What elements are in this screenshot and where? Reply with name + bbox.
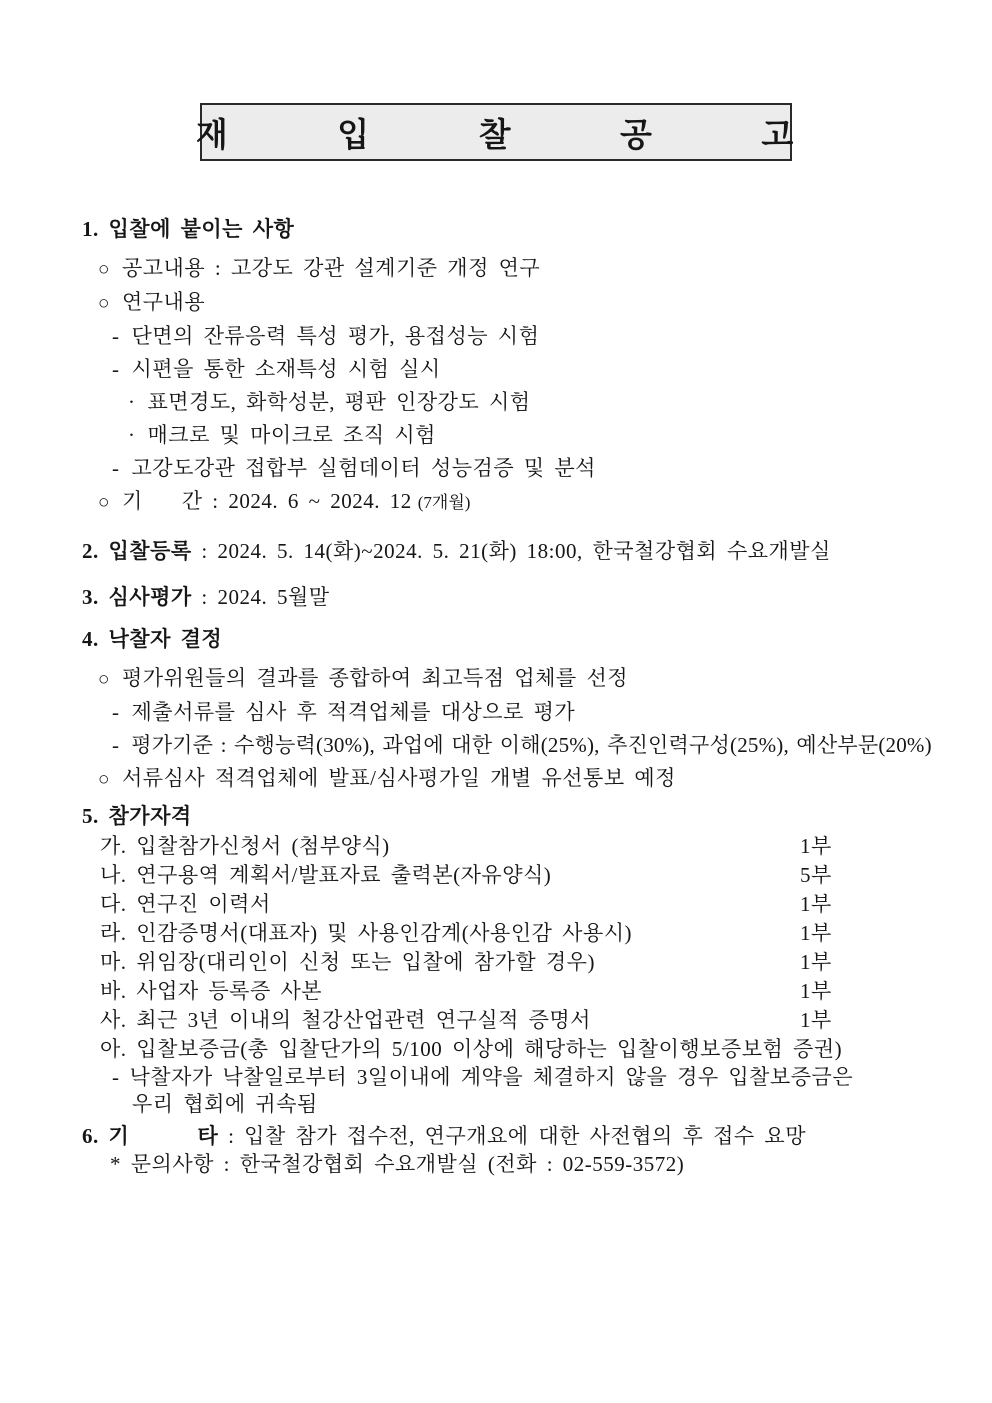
item-text: 고강도강관 접합부 실험데이터 성능검증 및 분석 <box>131 456 596 480</box>
circle-bullet-icon: ○ <box>98 492 110 513</box>
section-2-value: : 2024. 5. 14(화)~2024. 5. 21(화) 18:00, 한국철강협회 수요개발실 <box>191 539 831 563</box>
attachment-label: 바. 사업자 등록증 사본 <box>100 979 323 1003</box>
section-6-line <box>82 1122 952 1150</box>
section-5-heading: 5. 참가자격 <box>82 804 192 828</box>
section-6-value: : 입찰 참가 접수전, 연구개요에 대한 사전협의 후 접수 요망 <box>218 1124 806 1148</box>
item-text: 낙찰자가 낙찰일로부터 3일이내에 계약을 체결하지 않을 경우 입찰보증금은 <box>129 1065 854 1089</box>
item-text: 기 간 : 2024. 6 ~ 2024. 12 <box>121 489 412 513</box>
list-item <box>82 286 952 320</box>
section-1-heading: 1. 입찰에 붙이는 사항 <box>82 217 295 241</box>
copies-count: 5부 <box>800 863 832 887</box>
attachment-label: 마. 위임장(대리인이 신청 또는 입찰에 참가할 경우) <box>100 950 595 974</box>
section-4-heading: 4. 낙찰자 결정 <box>82 627 223 651</box>
attachment-row <box>82 977 952 1006</box>
section-3 <box>82 581 952 614</box>
document-title: 재 입 찰 공 고 <box>195 117 797 154</box>
attachment-row <box>82 890 952 919</box>
list-item <box>82 252 952 286</box>
list-item <box>82 662 952 696</box>
list-item <box>82 485 952 519</box>
item-text: 평가위원들의 결과를 종합하여 최고득점 업체를 선정 <box>121 666 629 690</box>
dash-bullet-icon: - <box>112 456 120 480</box>
copies-count: 1부 <box>800 950 832 974</box>
list-item <box>82 452 952 485</box>
list-item <box>82 762 952 796</box>
attachment-label: 다. 연구진 이력서 <box>100 892 271 916</box>
item-text: 우리 협회에 귀속됨 <box>132 1092 318 1116</box>
attachment-label: 사. 최근 3년 이내의 철강산업관련 연구실적 증명서 <box>100 1008 591 1032</box>
list-item <box>82 696 952 729</box>
list-item <box>82 353 952 386</box>
attachment-label: 가. 입찰참가신청서 (첨부양식) <box>100 834 390 858</box>
list-item <box>82 419 952 452</box>
attachment-label: 아. 입찰보증금(총 입찰단가의 5/100 이상에 해당하는 입찰이행보증보험 증권) <box>100 1037 843 1061</box>
dash-bullet-icon: - <box>112 357 120 381</box>
section-2 <box>82 535 952 568</box>
copies-count: 1부 <box>800 892 832 916</box>
dash-bullet-icon: - <box>112 700 120 724</box>
item-text: 매크로 및 마이크로 조직 시험 <box>147 423 436 447</box>
title-box <box>195 103 797 161</box>
list-item-continuation <box>82 1091 952 1118</box>
list-item <box>82 729 952 762</box>
attachment-row <box>82 861 952 890</box>
section-6 <box>82 1122 952 1178</box>
list-item <box>82 386 952 419</box>
item-text: 단면의 잔류응력 특성 평가, 용접성능 시험 <box>131 324 540 348</box>
item-text: 공고내용 : 고강도 강관 설계기준 개정 연구 <box>121 256 541 280</box>
section-4 <box>82 623 952 796</box>
item-text: 서류심사 적격업체에 발표/심사평가일 개별 유선통보 예정 <box>121 766 676 790</box>
section-1 <box>82 213 952 519</box>
circle-bullet-icon: ○ <box>98 259 110 280</box>
section-3-label: 3. 심사평가 <box>82 585 192 609</box>
circle-bullet-icon: ○ <box>98 769 110 790</box>
attachment-row <box>82 948 952 977</box>
copies-count: 1부 <box>800 834 832 858</box>
attachment-row <box>82 1006 952 1035</box>
list-item <box>82 1064 952 1091</box>
duration-note: (7개월) <box>417 493 471 512</box>
copies-count: 1부 <box>800 1008 832 1032</box>
item-text: 제출서류를 심사 후 적격업체를 대상으로 평가 <box>131 700 576 724</box>
copies-count: 1부 <box>800 921 832 945</box>
attachment-label: 나. 연구용역 계획서/발표자료 출력본(자유양식) <box>100 863 552 887</box>
section-3-value: : 2024. 5월말 <box>191 585 330 609</box>
section-5 <box>82 801 952 1118</box>
copies-count: 1부 <box>800 979 832 1003</box>
dash-bullet-icon: - <box>112 733 120 757</box>
dot-bullet-icon: · <box>128 390 136 414</box>
item-text: 연구내용 <box>121 290 206 314</box>
attachment-row <box>82 832 952 861</box>
item-text: 평가기준 : 수행능력(30%), 과업에 대한 이해(25%), 추진인력구성(25%), 예산부문(20%) <box>131 733 932 757</box>
item-text: 표면경도, 화학성분, 평판 인장강도 시험 <box>147 390 531 414</box>
dash-bullet-icon: - <box>112 324 120 348</box>
dot-bullet-icon: · <box>128 423 136 447</box>
attachment-row <box>82 919 952 948</box>
circle-bullet-icon: ○ <box>98 293 110 314</box>
contact-line: * 문의사항 : 한국철강협회 수요개발실 (전화 : 02-559-3572) <box>110 1152 685 1176</box>
section-6-label: 6. 기 타 <box>82 1124 219 1148</box>
dash-bullet-icon: - <box>112 1065 120 1089</box>
circle-bullet-icon: ○ <box>98 669 110 690</box>
attachment-label: 라. 인감증명서(대표자) 및 사용인감계(사용인감 사용시) <box>100 921 633 945</box>
attachment-row <box>82 1035 952 1064</box>
section-2-label: 2. 입찰등록 <box>82 539 192 563</box>
item-text: 시편을 통한 소재특성 시험 실시 <box>131 357 441 381</box>
list-item <box>82 320 952 353</box>
